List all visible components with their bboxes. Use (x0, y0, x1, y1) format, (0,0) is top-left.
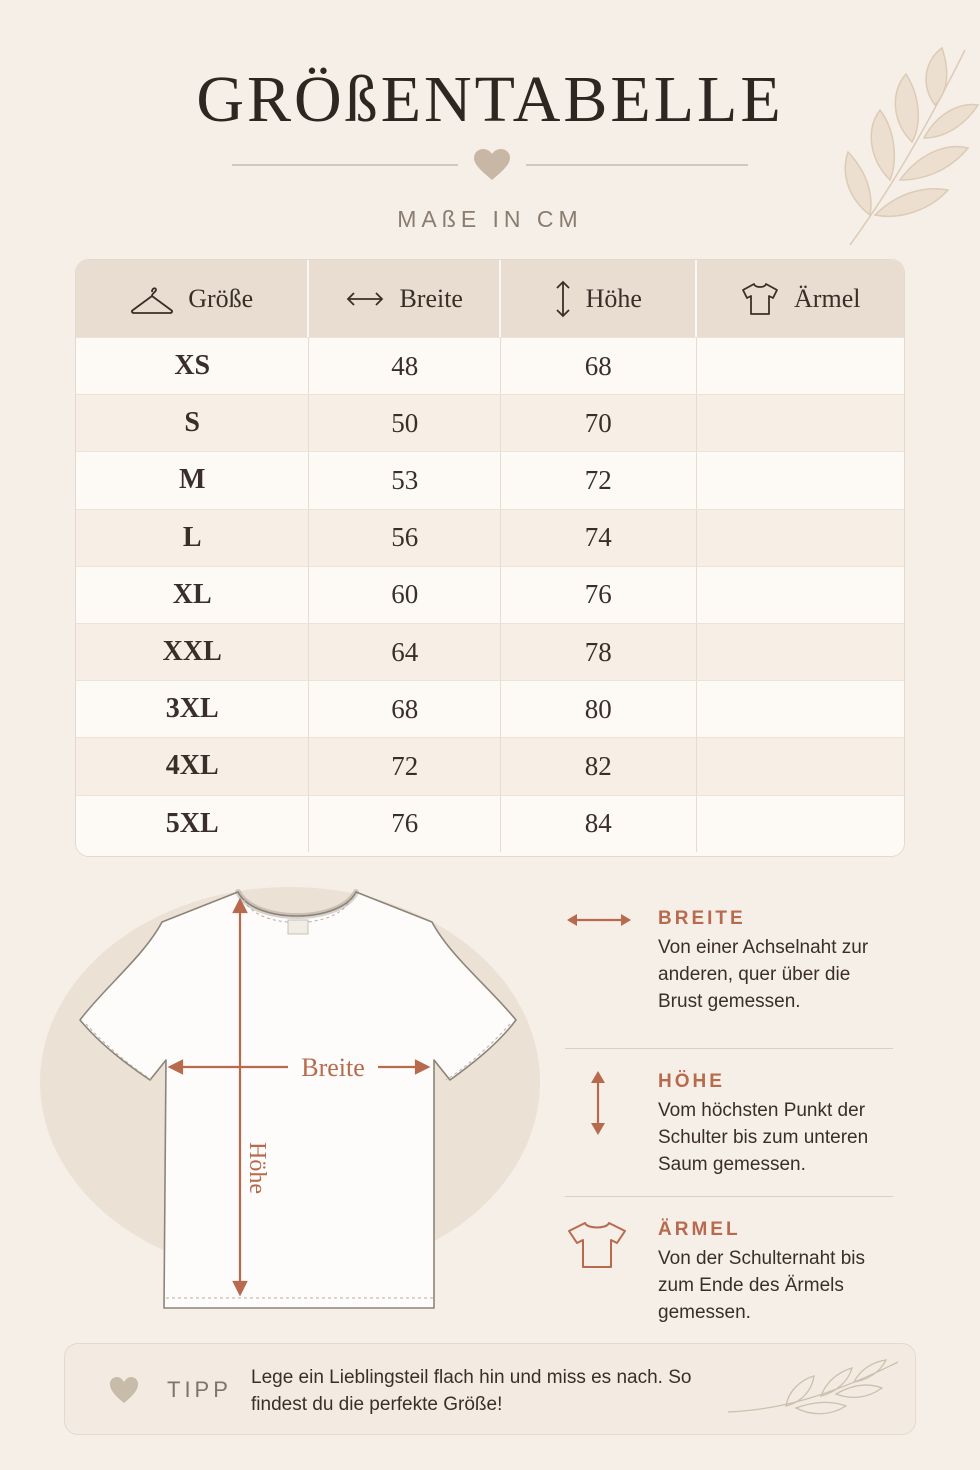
header-size: Größe (76, 260, 309, 337)
leaf-branch-icon (726, 1354, 901, 1426)
measurement-legend (565, 900, 893, 1344)
table-row: L 56 74 (76, 509, 904, 566)
table-row: 3XL 68 80 (76, 680, 904, 737)
tshirt-icon (565, 1217, 635, 1287)
table-row: XL 60 76 (76, 566, 904, 623)
legend-item-aermel: ÄRMEL Von der Schulternaht bis zum Ende des Ärmels gemessen. (565, 1196, 893, 1344)
diagram-hoehe-label: Höhe (244, 1142, 270, 1194)
tip-label: TIPP (167, 1377, 232, 1402)
table-row: 4XL 72 82 (76, 737, 904, 794)
tshirt-diagram (40, 880, 560, 1330)
horizontal-arrow-icon (565, 900, 635, 970)
tip-box (64, 1343, 916, 1435)
units-subtitle: MAßE IN CM (397, 206, 583, 232)
header-hoehe: Höhe (501, 260, 697, 337)
table-row: XS 48 68 (76, 337, 904, 394)
hanger-icon (130, 283, 174, 315)
vertical-arrow-icon (554, 279, 572, 319)
table-row: S 50 70 (76, 394, 904, 451)
header-breite: Breite (309, 260, 501, 337)
vertical-arrow-icon (565, 1069, 635, 1139)
size-table (75, 259, 905, 857)
horizontal-arrow-icon (345, 289, 385, 309)
heart-icon (109, 1376, 139, 1404)
tip-text: Lege ein Lieblingsteil flach hin und miss es nach. So findest du die perfekte Größe! (251, 1367, 692, 1415)
table-body (76, 337, 904, 852)
table-row: 5XL 76 84 (76, 795, 904, 852)
table-row: XXL 64 78 (76, 623, 904, 680)
table-header (76, 260, 904, 337)
title-divider (230, 148, 750, 184)
table-row: M 53 72 (76, 451, 904, 508)
header-aermel: Ärmel (697, 260, 905, 337)
tshirt-icon (740, 281, 780, 317)
legend-item-breite: BREITE Von einer Achselnaht zur anderen, quer über die Brust gemessen. (565, 900, 893, 1048)
page-title: GRÖßENTABELLE (196, 63, 784, 136)
legend-item-hoehe: HÖHE Vom höchsten Punkt der Schulter bis zum unteren Saum gemessen. (565, 1048, 893, 1196)
diagram-breite-label: Breite (301, 1053, 365, 1082)
heart-icon (474, 149, 510, 180)
